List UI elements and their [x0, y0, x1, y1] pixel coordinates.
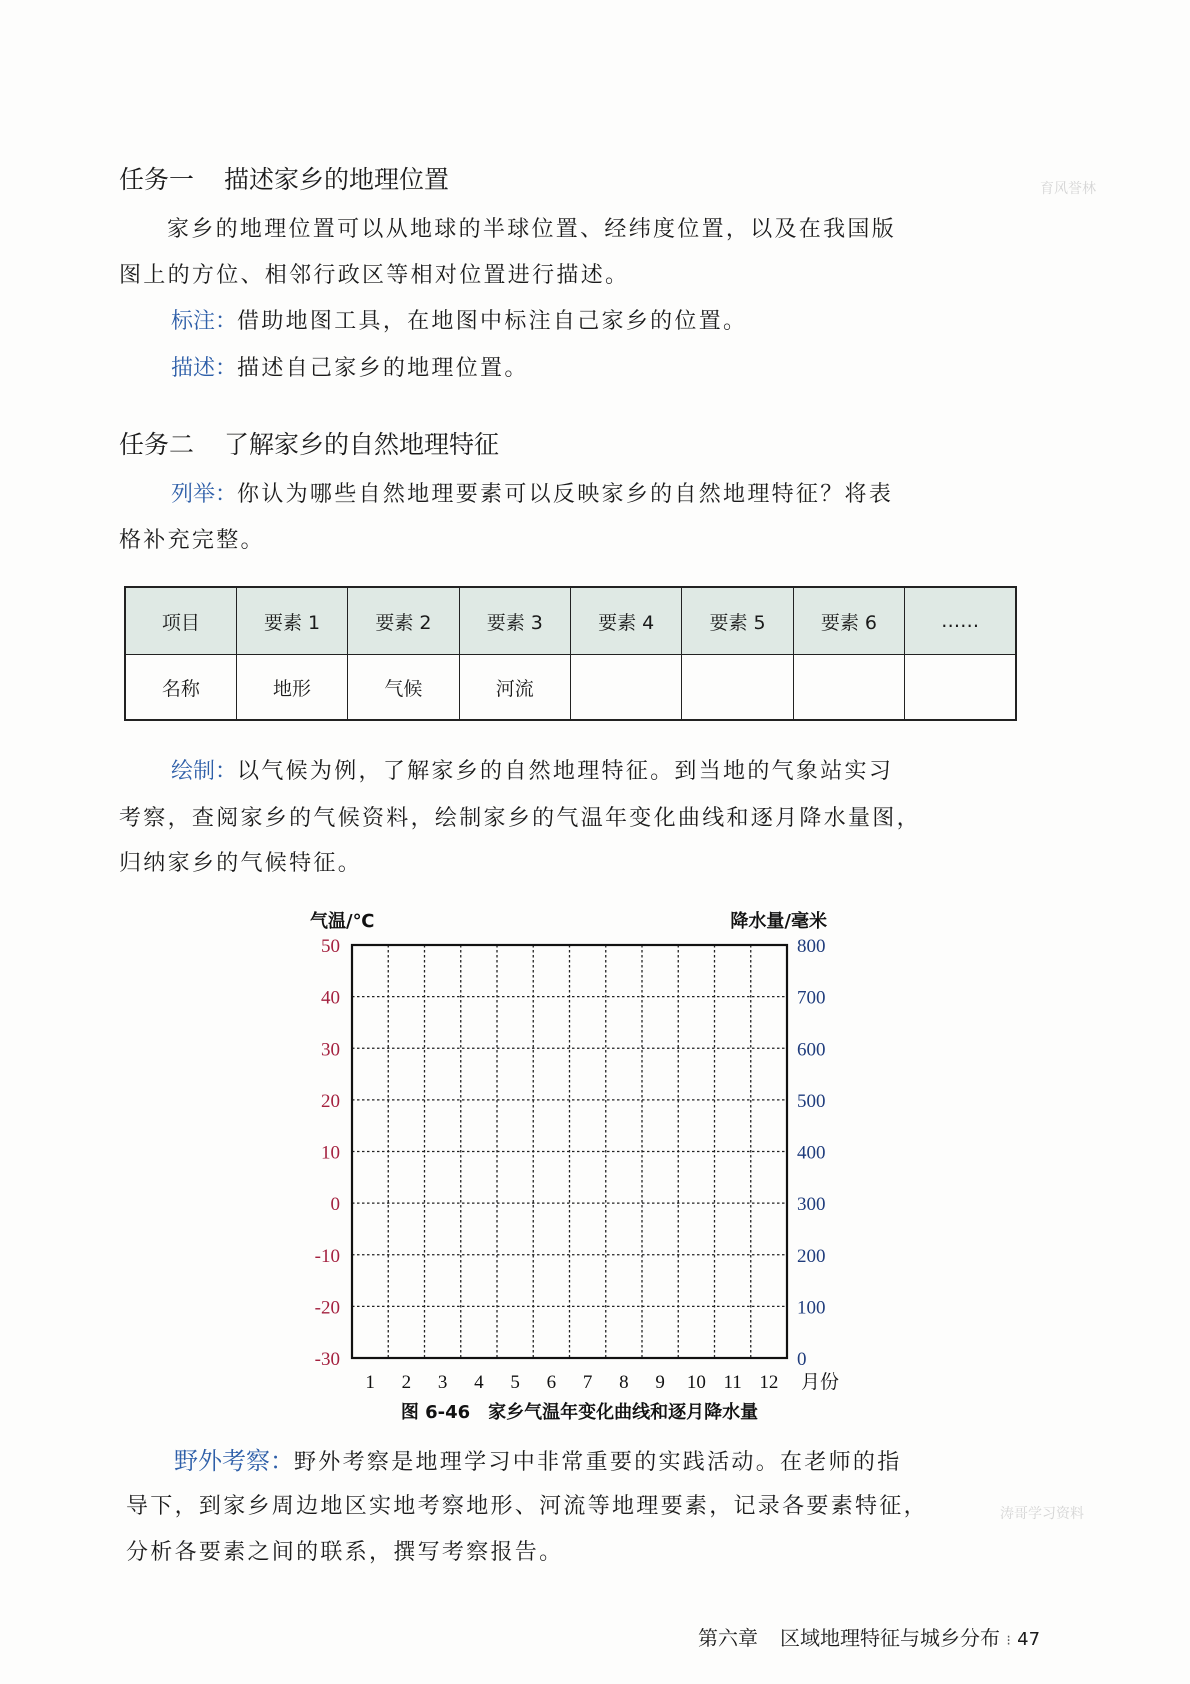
table-header-cell: ……	[905, 587, 1016, 655]
table-cell-blank	[682, 655, 793, 721]
climate-chart-grid	[280, 895, 840, 1435]
describe-text: 描述自己家乡的地理位置。	[237, 356, 529, 381]
table-header-cell: 要素 1	[236, 587, 347, 655]
page-number: 47	[1017, 1629, 1041, 1650]
right-axis-title: 降水量/毫米	[730, 911, 827, 932]
right-axis-tick: 200	[797, 1245, 826, 1267]
month-tick: 11	[723, 1372, 742, 1393]
right-axis-tick: 300	[797, 1194, 826, 1216]
task1-paragraph-line: 家乡的地理位置可以从地球的半球位置、经纬度位置，以及在我国版	[167, 217, 897, 242]
left-axis-tick: 20	[321, 1090, 340, 1112]
table-cell: 河流	[459, 655, 570, 721]
field-instruction	[119, 1438, 1074, 1486]
table-header-cell: 要素 6	[793, 587, 904, 655]
left-axis-tick: 40	[321, 987, 340, 1009]
left-axis-tick: 30	[321, 1039, 340, 1061]
table-row	[125, 655, 1016, 721]
elements-table	[124, 586, 1017, 721]
field-text: 野外考察是地理学习中非常重要的实践活动。在老师的指	[294, 1450, 902, 1475]
table-header-cell: 项目	[125, 587, 236, 655]
draw-text-line: 归纳家乡的气候特征。	[119, 851, 363, 876]
month-tick: 9	[655, 1372, 665, 1393]
table-cell: 气候	[348, 655, 459, 721]
left-axis-tick: 50	[321, 936, 340, 957]
month-tick: 1	[365, 1372, 375, 1393]
chapter-number: 第六章	[698, 1626, 758, 1650]
left-axis-tick: -10	[314, 1245, 340, 1267]
left-axis-title: 气温/℃	[310, 911, 375, 932]
chapter-title: 区域地理特征与城乡分布	[780, 1626, 1000, 1650]
left-axis-tick: -30	[314, 1349, 340, 1370]
month-tick: 2	[401, 1372, 412, 1393]
table-header-cell: 要素 4	[571, 587, 682, 655]
draw-text-line: 考察，查阅家乡的气候资料，绘制家乡的气温年变化曲线和逐月降水量图，	[119, 806, 921, 831]
table-header-row	[125, 587, 1016, 655]
left-axis-tick: -20	[314, 1297, 340, 1319]
task1-title: 描述家乡的地理位置	[224, 165, 450, 194]
month-axis-title: 月份	[801, 1371, 840, 1393]
task1-heading	[119, 160, 449, 196]
task2-heading	[119, 425, 499, 461]
field-label: 野外考察：	[174, 1447, 294, 1475]
list-label: 列举：	[171, 482, 238, 507]
left-axis-tick: 10	[321, 1142, 340, 1164]
table-header-cell: 要素 2	[348, 587, 459, 655]
task1-paragraph-line: 图上的方位、相邻行政区等相对位置进行描述。	[119, 263, 630, 288]
describe-label: 描述：	[171, 356, 238, 381]
mark-text: 借助地图工具，在地图中标注自己家乡的位置。	[237, 309, 748, 334]
task1-prefix: 任务一	[119, 165, 195, 194]
table-header-cell: 要素 3	[459, 587, 570, 655]
right-axis-tick: 700	[797, 987, 826, 1009]
draw-label: 绘制：	[171, 759, 238, 784]
table-cell: 地形	[236, 655, 347, 721]
right-axis-tick: 600	[797, 1039, 826, 1061]
table-cell-blank	[571, 655, 682, 721]
describe-instruction	[119, 346, 1071, 392]
table-cell-blank	[905, 655, 1016, 721]
watermark: 育风誉林	[1040, 181, 1096, 197]
page-footer	[698, 1622, 1040, 1651]
right-axis-tick: 100	[797, 1297, 826, 1319]
list-text-line: 格补充完整。	[119, 528, 265, 553]
month-tick: 6	[546, 1372, 557, 1393]
table-cell-blank	[793, 655, 904, 721]
dots-ornament-icon: ⁝	[1006, 1633, 1011, 1649]
field-text-line: 导下，到家乡周边地区实地考察地形、河流等地理要素，记录各要素特征，	[126, 1494, 928, 1519]
task2-prefix: 任务二	[119, 430, 195, 459]
figure-caption: 图 6-46 家乡气温年变化曲线和逐月降水量	[400, 1402, 759, 1423]
left-axis-tick: 0	[330, 1194, 340, 1216]
month-tick: 8	[619, 1372, 629, 1393]
watermark: 涛哥学习资料	[1000, 1506, 1084, 1522]
list-text: 你认为哪些自然地理要素可以反映家乡的自然地理特征？将表	[237, 482, 894, 507]
field-text-line: 分析各要素之间的联系，撰写考察报告。	[126, 1540, 564, 1565]
mark-label: 标注：	[171, 309, 238, 334]
right-axis-tick: 0	[797, 1349, 807, 1370]
draw-text: 以气候为例，了解家乡的自然地理特征。到当地的气象站实习	[237, 759, 894, 784]
task2-title: 了解家乡的自然地理特征	[224, 430, 500, 459]
month-tick: 3	[437, 1372, 448, 1393]
mark-instruction	[119, 299, 1071, 345]
right-axis-tick: 800	[797, 936, 826, 957]
draw-instruction	[119, 749, 1071, 795]
list-instruction	[119, 472, 1071, 518]
right-axis-tick: 500	[797, 1090, 826, 1112]
month-tick: 5	[510, 1372, 520, 1393]
month-tick: 12	[759, 1372, 779, 1393]
month-tick: 7	[582, 1372, 593, 1393]
table-header-cell: 要素 5	[682, 587, 793, 655]
month-tick: 4	[474, 1372, 484, 1393]
month-tick: 10	[686, 1372, 706, 1393]
table-cell: 名称	[125, 655, 236, 721]
right-axis-tick: 400	[797, 1142, 826, 1164]
